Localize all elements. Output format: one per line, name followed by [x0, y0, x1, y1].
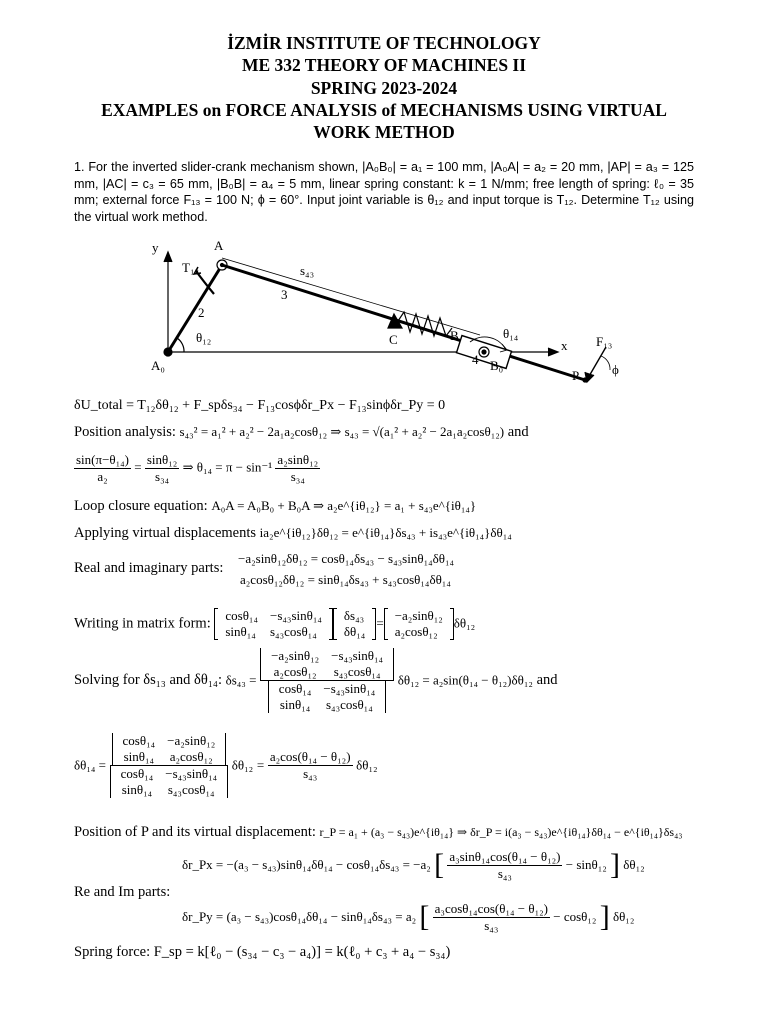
link-2 — [168, 265, 222, 352]
drpy-left: δr_Py = (a₃ − s₄₃)cosθ₁₄δθ₁₄ − sinθ₁₄δs₄₃ = a₂ — [182, 909, 417, 924]
loop-label: Loop closure equation: — [74, 498, 208, 514]
position-equation: s₄₃² = a₁² + a₂² − 2a₁a₂cosθ₁₂ ⇒ s₄₃ = √(a₁² + a₂² − 2a₁a₂cosθ₁₂) — [179, 424, 505, 439]
sine-den-result: s₃₄ — [290, 469, 305, 484]
sine-den-left: a₂ — [97, 469, 108, 484]
loop-equation: A₀A = A₀B₀ + B₀A ⇒ a₂e^{iθ₁₂} = a₁ + s₄₃e^{iθ₁₄} — [211, 498, 477, 513]
label-F13: F₁₃ — [596, 334, 613, 349]
sine-num-result: a₂sinθ₁₂ — [277, 452, 319, 467]
virtual-equation: ia₂e^{iθ₁₂}δθ₁₂ = e^{iθ₁₄}δs₄₃ + is₄₃e^{iθ₁₄}δθ₁₄ — [259, 525, 512, 540]
dtheta14-delta12: δθ₁₂ — [231, 757, 254, 773]
solving-ds43 — [74, 648, 558, 713]
problem-statement: 1. For the inverted slider-crank mechanism shown, |A₀B₀| = a₁ = 100 mm, |A₀A| = a₂ = 20 mm, |AP| = a₃ = 125 mm, |AC| = c₃ = 65 mm, |B₀B| = a₄ = 5 mm, linear spring constant: k = 1 N/mm; free length of spring: ℓ₀ = 35 mm; external force F₁₃ = 100 N; ϕ = 60°. Input joint variable is θ₁₂ and input torque is T₁₂. Determine T₁₂ using the virtual work method. — [74, 160, 694, 224]
coefficient-matrix — [214, 608, 333, 640]
label-theta12: θ₁₂ — [196, 330, 212, 345]
matrix-delta12: δθ₁₂ — [453, 615, 476, 631]
m12: −s₄₃sinθ₁₄ — [270, 608, 322, 623]
sine-num-left: sin(π−θ₁₄) — [76, 452, 130, 467]
ds43-den-det: cosθ₁₄ −s₄₃sinθ₁₄ sinθ₁₄ s₄₃cosθ₁₄ — [268, 681, 387, 713]
position-P-label: Position of P and its virtual displacement: — [74, 824, 316, 840]
spring-label: Spring force: — [74, 944, 151, 960]
position-label: Position analysis: — [74, 424, 176, 440]
and-text-2: and — [536, 672, 558, 688]
v1: δs₄₃ — [343, 608, 365, 623]
label-T12: T₁₂ — [182, 260, 200, 275]
m22: s₄₃cosθ₁₄ — [270, 624, 317, 639]
drpy-equation: δr_Py = (a₃ − s₄₃)cosθ₁₄δθ₁₄ − sinθ₁₄δs₄₃ = a₂ [ $\frac{\text{a₃cosθ₁₄cos(θ₁₄ − θ₁₂)}}{\text{s₄₃}}$ − cosθ₁₂ ] δθ₁₂ — [182, 900, 635, 933]
dtheta14-den: s₄₃ — [303, 766, 318, 781]
real-imag-label: Real and imaginary parts: — [74, 560, 224, 576]
unknown-vector — [333, 608, 376, 640]
solving-dtheta14 — [74, 733, 378, 798]
label-C: C — [389, 332, 398, 347]
spring-equation: F_sp = k[ℓ₀ − (s₃₄ − c₃ − a₄)] = k(ℓ₀ + c₃ + a₄ − s₃₄) — [153, 944, 451, 960]
dtheta14-num-det: cosθ₁₄ −a₂sinθ₁₂ sinθ₁₄ a₂cosθ₁₂ — [112, 733, 227, 765]
label-A: A — [214, 238, 224, 253]
title-term: SPRING 2023-2024 — [310, 78, 458, 98]
phi-arc — [601, 356, 610, 370]
re-im-label: Re and Im parts: — [74, 884, 171, 900]
drpx-den: s₄₃ — [497, 865, 512, 881]
virtual-label: Applying virtual displacements — [74, 525, 257, 541]
dtheta14-label: δθ₁₄ = — [74, 757, 106, 773]
label-x: x — [561, 338, 568, 353]
ds43-num-det: −a₂sinθ₁₂ −s₄₃sinθ₁₄ a₂cosθ₁₂ s₄₃cosθ₁₄ — [260, 648, 394, 680]
ds43-label: δs₄₃ = — [225, 672, 257, 688]
pivot-A0 — [164, 348, 172, 356]
title-topic: EXAMPLES on FORCE ANALYSIS of MECHANISMS USING VIRTUAL — [101, 100, 667, 120]
label-theta14: θ₁₄ — [503, 326, 519, 341]
link-3 — [222, 265, 585, 380]
m21: sinθ₁₄ — [225, 624, 256, 639]
and-text: and — [507, 424, 529, 440]
title-course: ME 332 THEORY OF MACHINES II — [241, 55, 527, 75]
label-phi: ϕ — [612, 362, 619, 377]
v2: δθ₁₄ — [343, 624, 366, 639]
sine-num-right: sinθ₁₂ — [146, 452, 178, 467]
label-P: P — [572, 368, 580, 383]
position-analysis — [74, 424, 529, 441]
label-link-3: 3 — [281, 287, 288, 302]
position-P-equation: r_P = a₁ + (a₃ − s₄₃)e^{iθ₁₄} ⇒ δr_P = i(a₃ − s₄₃)e^{iθ₁₄}δθ₁₄ − e^{iθ₁₄}δs₄₃ — [319, 825, 683, 839]
force-F13 — [588, 347, 606, 378]
sine-rule — [74, 452, 320, 485]
spring-force — [74, 944, 450, 961]
ds43-result: δθ₁₂ = a₂sin(θ₁₄ − θ₁₂)δθ₁₂ — [397, 672, 533, 688]
dtheta14-fraction — [110, 733, 229, 798]
drpx-right: − sinθ₁₂ — [565, 857, 607, 872]
drpx-equation: δr_Px = −(a₃ − s₄₃)sinθ₁₄δθ₁₄ − cosθ₁₄δs₄₃ = −a₂ [ $\frac{\text{a₃sinθ₁₄cos(θ₁₄ − θ₁₂)}}{\text{s₄₃}}$ − sinθ₁₂ ] δθ₁₂ — [182, 848, 645, 881]
ds43-fraction — [260, 648, 394, 713]
virtual-displacements — [74, 525, 512, 542]
virtual-work-equation: δU_total = T₁₂δθ₁₂ + F_spδs₃₄ − F₁₃cosϕδr_Px − F₁₃sinϕδr_Py = 0 — [74, 398, 446, 413]
dtheta14-den-det: cosθ₁₄ −s₄₃sinθ₁₄ sinθ₁₄ s₄₃cosθ₁₄ — [110, 766, 229, 798]
title-topic-2: WORK METHOD — [313, 122, 455, 142]
label-y: y — [152, 240, 159, 255]
point-P — [583, 378, 587, 382]
rhs-vector — [384, 608, 454, 640]
real-eq-1: −a₂sinθ₁₂δθ₁₂ = cosθ₁₄δs₄₃ − s₄₃sinθ₁₄δθ₁₄ — [238, 551, 455, 566]
sine-equals: = — [134, 459, 142, 475]
title-institute: İZMİR INSTITUTE OF TECHNOLOGY — [227, 33, 541, 53]
matrix-equals: = — [376, 615, 384, 631]
solving-label: Solving for δs₁₃ and δθ₁₄: — [74, 672, 222, 688]
drpy-delta12: δθ₁₂ — [612, 909, 635, 924]
loop-closure — [74, 498, 476, 515]
r2: a₂cosθ₁₂ — [394, 624, 438, 639]
label-s43: s₄₃ — [300, 263, 315, 278]
label-A0: A₀ — [151, 358, 165, 373]
dtheta14-num: a₂cos(θ₁₄ − θ₁₂) — [269, 749, 351, 764]
drpx-delta12: δθ₁₂ — [623, 857, 645, 872]
r1: −a₂sinθ₁₂ — [394, 608, 443, 623]
x-axis-arrow — [548, 348, 558, 356]
real-eq-2: a₂cosθ₁₂δθ₁₂ = sinθ₁₄δs₄₃ + s₄₃cosθ₁₄δθ₁₄ — [240, 572, 451, 587]
dtheta14-delta12-2: δθ₁₂ — [356, 757, 378, 773]
drpy-right: − cosθ₁₂ — [553, 909, 597, 924]
drpx-num: a₃sinθ₁₄cos(θ₁₄ − θ₁₂) — [449, 848, 561, 864]
matrix-form — [74, 608, 475, 640]
m11: cosθ₁₄ — [225, 608, 258, 623]
y-axis-arrow — [164, 252, 172, 262]
position-P — [74, 824, 682, 841]
sine-den-right: s₃₄ — [155, 469, 170, 484]
sine-result: ⇒ θ₁₄ = π − sin⁻¹ — [182, 459, 273, 475]
drpy-num: a₃cosθ₁₄cos(θ₁₄ − θ₁₂) — [434, 900, 548, 916]
label-link-4: 4 — [472, 352, 479, 367]
matrix-label: Writing in matrix form: — [74, 615, 211, 632]
drpx-left: δr_Px = −(a₃ − s₄₃)sinθ₁₄δθ₁₄ − cosθ₁₄δs₄₃ = −a₂ — [182, 857, 431, 872]
label-B: B — [450, 328, 459, 343]
label-link-2: 2 — [198, 305, 205, 320]
theta12-arc — [177, 338, 184, 352]
drpy-den: s₄₃ — [484, 917, 499, 933]
dtheta14-equals: = — [256, 757, 265, 773]
label-B0: B₀ — [490, 358, 504, 373]
mechanism-figure — [0, 232, 768, 402]
